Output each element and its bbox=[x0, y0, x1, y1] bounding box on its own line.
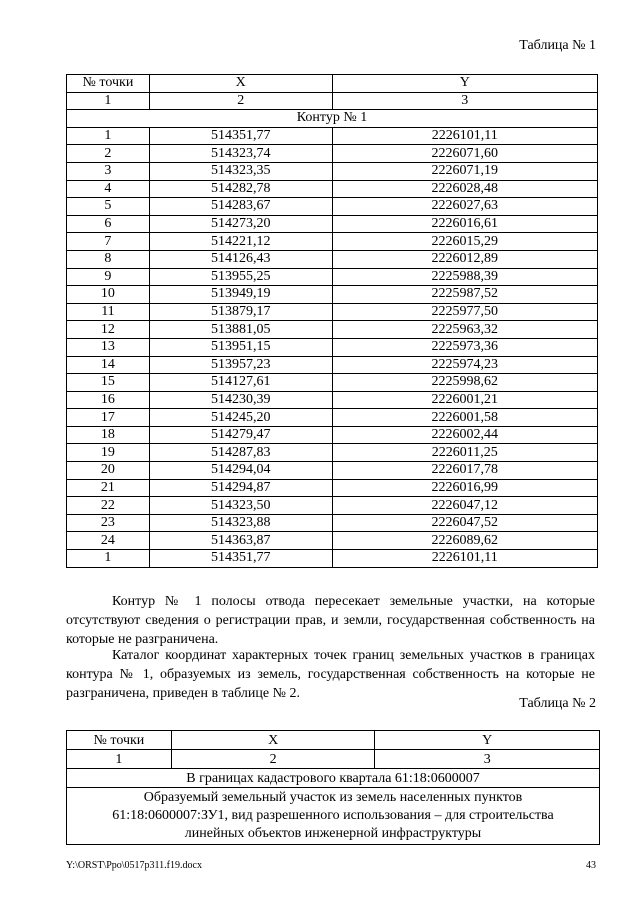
x-coordinate-cell: 514273,20 bbox=[149, 215, 332, 233]
header-x: X bbox=[149, 75, 332, 93]
table-row bbox=[67, 409, 598, 427]
y-coordinate-cell: 2226016,99 bbox=[332, 479, 597, 497]
table-row bbox=[67, 356, 598, 374]
x-coordinate-cell: 514245,20 bbox=[149, 409, 332, 427]
table1-section-row bbox=[67, 110, 598, 128]
point-number-cell: 4 bbox=[67, 180, 150, 198]
y-coordinate-cell: 2225977,50 bbox=[332, 303, 597, 321]
table-row bbox=[67, 250, 598, 268]
table2-subsection-row bbox=[67, 788, 600, 845]
table-row bbox=[67, 303, 598, 321]
y-coordinate-cell: 2226047,52 bbox=[332, 514, 597, 532]
column-number-1: 1 bbox=[67, 92, 150, 110]
paragraph-catalog-reference bbox=[66, 646, 595, 703]
table-row bbox=[67, 268, 598, 286]
column-number-3: 3 bbox=[332, 92, 597, 110]
x-coordinate-cell: 513949,19 bbox=[149, 286, 332, 304]
table1-caption: Таблица № 1 bbox=[519, 38, 596, 53]
table2-caption: Таблица № 2 bbox=[519, 696, 596, 711]
table-row bbox=[67, 497, 598, 515]
table-row bbox=[67, 180, 598, 198]
point-number-cell: 13 bbox=[67, 338, 150, 356]
point-number-cell: 3 bbox=[67, 162, 150, 180]
y-coordinate-cell: 2226002,44 bbox=[332, 426, 597, 444]
x-coordinate-cell: 514127,61 bbox=[149, 374, 332, 392]
y-coordinate-cell: 2226047,12 bbox=[332, 497, 597, 515]
table-row bbox=[67, 444, 598, 462]
land-plot-description: Образуемый земельный участок из земель населенных пунктов 61:18:0600007:ЗУ1, вид разрешенного использования – для строительства линейных объектов инженерной инфраструктуры bbox=[67, 788, 600, 845]
x-coordinate-cell: 514323,88 bbox=[149, 514, 332, 532]
x-coordinate-cell: 514287,83 bbox=[149, 444, 332, 462]
paragraph-contour-intersection bbox=[66, 592, 595, 649]
paragraph-2-text: Каталог координат характерных точек границ земельных участков в границах контура № 1, образуемых из земель, государственная собственность на которые не разграничена, приведен в таблице № 2. bbox=[66, 648, 595, 701]
cadastral-quarter-title: В границах кадастрового квартала 61:18:0600007 bbox=[67, 769, 600, 788]
point-number-cell: 14 bbox=[67, 356, 150, 374]
y-coordinate-cell: 2226071,19 bbox=[332, 162, 597, 180]
coordinates-table-2 bbox=[66, 730, 600, 845]
point-number-cell: 24 bbox=[67, 532, 150, 550]
point-number-cell: 17 bbox=[67, 409, 150, 427]
column-number-2: 2 bbox=[149, 92, 332, 110]
table1-body bbox=[67, 127, 598, 567]
contour-title: Контур № 1 bbox=[67, 110, 598, 128]
header-point-number: № точки bbox=[67, 75, 150, 93]
table-row bbox=[67, 479, 598, 497]
x-coordinate-cell: 514351,77 bbox=[149, 127, 332, 145]
point-number-cell: 11 bbox=[67, 303, 150, 321]
y-coordinate-cell: 2226101,11 bbox=[332, 127, 597, 145]
x-coordinate-cell: 513951,15 bbox=[149, 338, 332, 356]
point-number-cell: 21 bbox=[67, 479, 150, 497]
x-coordinate-cell: 514282,78 bbox=[149, 180, 332, 198]
point-number-cell: 22 bbox=[67, 497, 150, 515]
table-row bbox=[67, 198, 598, 216]
x-coordinate-cell: 514230,39 bbox=[149, 391, 332, 409]
y-coordinate-cell: 2226089,62 bbox=[332, 532, 597, 550]
x-coordinate-cell: 514351,77 bbox=[149, 550, 332, 568]
x-coordinate-cell: 513879,17 bbox=[149, 303, 332, 321]
point-number-cell: 18 bbox=[67, 426, 150, 444]
table1-header-row bbox=[67, 75, 598, 93]
table2-section-row bbox=[67, 769, 600, 788]
point-number-cell: 9 bbox=[67, 268, 150, 286]
paragraph-1-text: Контур № 1 полосы отвода пересекает земельные участки, на которые отсутствуют сведения о регистрации прав, и земли, государственная собственность на которые не разграничена. bbox=[66, 594, 595, 647]
y-coordinate-cell: 2226028,48 bbox=[332, 180, 597, 198]
column-number-2: 2 bbox=[171, 750, 375, 769]
point-number-cell: 7 bbox=[67, 233, 150, 251]
coordinates-table-1 bbox=[66, 74, 598, 568]
point-number-cell: 5 bbox=[67, 198, 150, 216]
point-number-cell: 20 bbox=[67, 462, 150, 480]
x-coordinate-cell: 514294,87 bbox=[149, 479, 332, 497]
table-row bbox=[67, 286, 598, 304]
y-coordinate-cell: 2226011,25 bbox=[332, 444, 597, 462]
x-coordinate-cell: 513881,05 bbox=[149, 321, 332, 339]
point-number-cell: 1 bbox=[67, 550, 150, 568]
header-y: Y bbox=[332, 75, 597, 93]
y-coordinate-cell: 2225988,39 bbox=[332, 268, 597, 286]
y-coordinate-cell: 2226017,78 bbox=[332, 462, 597, 480]
x-coordinate-cell: 514283,67 bbox=[149, 198, 332, 216]
y-coordinate-cell: 2225963,32 bbox=[332, 321, 597, 339]
table-row bbox=[67, 374, 598, 392]
table-row bbox=[67, 532, 598, 550]
x-coordinate-cell: 513957,23 bbox=[149, 356, 332, 374]
y-coordinate-cell: 2226012,89 bbox=[332, 250, 597, 268]
table-row bbox=[67, 145, 598, 163]
table2-header-row bbox=[67, 731, 600, 750]
table-row bbox=[67, 127, 598, 145]
y-coordinate-cell: 2225974,23 bbox=[332, 356, 597, 374]
y-coordinate-cell: 2225987,52 bbox=[332, 286, 597, 304]
point-number-cell: 12 bbox=[67, 321, 150, 339]
table-row bbox=[67, 462, 598, 480]
table-row bbox=[67, 550, 598, 568]
point-number-cell: 19 bbox=[67, 444, 150, 462]
table-row bbox=[67, 215, 598, 233]
x-coordinate-cell: 513955,25 bbox=[149, 268, 332, 286]
x-coordinate-cell: 514323,50 bbox=[149, 497, 332, 515]
footer-file-path: Y:\ORST\Ppo\0517p311.f19.docx bbox=[66, 860, 202, 871]
point-number-cell: 10 bbox=[67, 286, 150, 304]
point-number-cell: 2 bbox=[67, 145, 150, 163]
y-coordinate-cell: 2226016,61 bbox=[332, 215, 597, 233]
point-number-cell: 6 bbox=[67, 215, 150, 233]
point-number-cell: 16 bbox=[67, 391, 150, 409]
header-x: X bbox=[171, 731, 375, 750]
table1-numbering-row bbox=[67, 92, 598, 110]
table-row bbox=[67, 233, 598, 251]
y-coordinate-cell: 2226001,58 bbox=[332, 409, 597, 427]
table-row bbox=[67, 162, 598, 180]
y-coordinate-cell: 2226001,21 bbox=[332, 391, 597, 409]
x-coordinate-cell: 514323,74 bbox=[149, 145, 332, 163]
y-coordinate-cell: 2225973,36 bbox=[332, 338, 597, 356]
y-coordinate-cell: 2226015,29 bbox=[332, 233, 597, 251]
header-point-number: № точки bbox=[67, 731, 172, 750]
column-number-1: 1 bbox=[67, 750, 172, 769]
y-coordinate-cell: 2226071,60 bbox=[332, 145, 597, 163]
y-coordinate-cell: 2226101,11 bbox=[332, 550, 597, 568]
x-coordinate-cell: 514221,12 bbox=[149, 233, 332, 251]
x-coordinate-cell: 514279,47 bbox=[149, 426, 332, 444]
table-row bbox=[67, 426, 598, 444]
x-coordinate-cell: 514323,35 bbox=[149, 162, 332, 180]
x-coordinate-cell: 514294,04 bbox=[149, 462, 332, 480]
point-number-cell: 15 bbox=[67, 374, 150, 392]
x-coordinate-cell: 514363,87 bbox=[149, 532, 332, 550]
column-number-3: 3 bbox=[375, 750, 600, 769]
header-y: Y bbox=[375, 731, 600, 750]
table-row bbox=[67, 321, 598, 339]
point-number-cell: 1 bbox=[67, 127, 150, 145]
y-coordinate-cell: 2226027,63 bbox=[332, 198, 597, 216]
table-row bbox=[67, 514, 598, 532]
table-row bbox=[67, 338, 598, 356]
footer-page-number: 43 bbox=[586, 860, 596, 871]
point-number-cell: 23 bbox=[67, 514, 150, 532]
point-number-cell: 8 bbox=[67, 250, 150, 268]
x-coordinate-cell: 514126,43 bbox=[149, 250, 332, 268]
y-coordinate-cell: 2225998,62 bbox=[332, 374, 597, 392]
table-row bbox=[67, 391, 598, 409]
table2-numbering-row bbox=[67, 750, 600, 769]
